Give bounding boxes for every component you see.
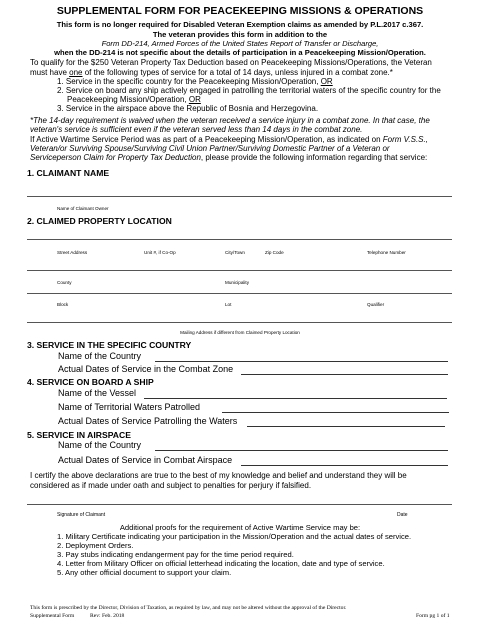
section-service-airspace: 5. SERVICE IN AIRSPACE bbox=[27, 430, 131, 440]
label-phone: Telephone Number bbox=[367, 250, 406, 255]
country-dates-label: Actual Dates of Service in the Combat Zone bbox=[58, 364, 234, 374]
proofs-heading: Additional proofs for the requirement of Active Wartime Service may be: bbox=[119, 523, 361, 532]
notice-line-2: The veteran provides this form in addition to the bbox=[152, 30, 328, 39]
notice-line-1: This form is no longer required for Disabled Veteran Exemption claims as amended by P.L.2017 c.367. bbox=[56, 20, 424, 29]
air-dates-label: Actual Dates of Service in Combat Airspace bbox=[58, 455, 233, 465]
footer-page-number: Form pg 1 of 1 bbox=[416, 613, 450, 619]
signature-field[interactable] bbox=[27, 504, 452, 505]
label-unit: Unit #, if Co-Op bbox=[144, 250, 176, 255]
country-dates-field[interactable] bbox=[241, 374, 448, 375]
proof-item-2: 2. Deployment Orders. bbox=[57, 541, 134, 550]
qualify-item-2: 2. Service on board any ship actively engaged in patrolling the territorial waters of the specific country for the bbox=[57, 86, 441, 95]
waters-name-label: Name of Territorial Waters Patrolled bbox=[58, 402, 201, 412]
proof-item-1: 1. Military Certificate indicating your participation in the Mission/Operation and the actual dates of service. bbox=[57, 532, 412, 541]
waters-name-field[interactable] bbox=[222, 412, 449, 413]
certify-line-2: considered as if made under oath and subject to penalties for perjury if falsified. bbox=[30, 481, 312, 490]
vessel-name-field[interactable] bbox=[144, 398, 447, 399]
claimant-name-field[interactable] bbox=[27, 196, 452, 197]
qualify-line-1: To qualify for the $250 Veteran Property Tax Deduction based on Peacekeeping Missions/Operations, the Veteran bbox=[30, 58, 432, 67]
label-lot: Lot bbox=[225, 302, 232, 307]
qualify-item-2-cont: Peacekeeping Mission/Operation, OR bbox=[67, 95, 201, 104]
air-country-label: Name of the Country bbox=[58, 440, 142, 450]
label-city: City/Town bbox=[225, 250, 245, 255]
section-service-country: 3. SERVICE IN THE SPECIFIC COUNTRY bbox=[27, 340, 192, 350]
date-label: Date bbox=[397, 512, 408, 518]
label-municipality: Municipality bbox=[225, 280, 249, 285]
section-claimant-name: 1. CLAIMANT NAME bbox=[27, 168, 110, 178]
proof-item-3: 3. Pay stubs indicating endangerment pay for the time period required. bbox=[57, 550, 294, 559]
signature-label: Signature of Claimant bbox=[57, 512, 106, 518]
waiver-line-1: *The 14-day requirement is waived when the veteran received a service injury in a combat zone. In that case, the bbox=[30, 116, 430, 125]
qualify-line-2: must have one of the following types of service for a total of 14 days, unless injured in a combat zone.* bbox=[30, 68, 393, 77]
label-mailing: Mailing Address if different from Claimed Property Location bbox=[180, 330, 300, 335]
property-row-1-field[interactable] bbox=[27, 239, 452, 240]
form-title: SUPPLEMENTAL FORM FOR PEACEKEEPING MISSIONS & OPERATIONS bbox=[56, 5, 424, 17]
footer-notice: This form is prescribed by the Director, Division of Taxation, as required by law, and may not be altered without the approval of the Director. bbox=[30, 605, 347, 611]
waters-dates-field[interactable] bbox=[247, 426, 445, 427]
label-street: Street Address bbox=[57, 250, 88, 255]
proof-item-4: 4. Letter from Military Officer on official letterhead indicating the location, date and type of service. bbox=[57, 559, 385, 568]
certify-line-1: I certify the above declarations are true to the best of my knowledge and belief and understand they will be bbox=[30, 471, 407, 480]
waiver-line-3: If Active Wartime Service Period was as part of a Peacekeeping Mission/Operation, as indicated on Form V.S.S., bbox=[30, 135, 428, 144]
vessel-name-label: Name of the Vessel bbox=[58, 388, 137, 398]
qualify-item-1: 1. Service in the specific country for the Peacekeeping Mission/Operation, OR bbox=[57, 77, 333, 86]
waiver-line-5: Serviceperson Claim for Property Tax Deduction, please provide the following information regarding that service: bbox=[30, 153, 428, 162]
property-row-2-field[interactable] bbox=[27, 270, 452, 271]
label-zip: Zip Code bbox=[265, 250, 284, 255]
footer-form-name: Supplemental Form bbox=[30, 613, 75, 619]
property-row-3-field[interactable] bbox=[27, 293, 452, 294]
mailing-address-field[interactable] bbox=[27, 322, 452, 323]
air-dates-field[interactable] bbox=[241, 465, 448, 466]
claimant-caption: Name of Claimant Owner bbox=[57, 206, 109, 211]
country-name-field[interactable] bbox=[155, 361, 448, 362]
notice-line-3: Form DD-214, Armed Forces of the United States Report of Transfer or Discharge, bbox=[101, 39, 379, 48]
label-county: County bbox=[57, 280, 72, 285]
proof-item-5: 5. Any other official document to support your claim. bbox=[57, 568, 232, 577]
label-block: Block bbox=[57, 302, 69, 307]
notice-line-4: when the DD-214 is not specific about the details of participation in a Peacekeeping Mission/Operation. bbox=[54, 48, 426, 57]
qualify-item-3: 3. Service in the airspace above the Republic of Bosnia and Herzegovina. bbox=[57, 104, 319, 113]
section-service-ship: 4. SERVICE ON BOARD A SHIP bbox=[27, 377, 154, 387]
waiver-line-2: veteran's service is sufficient even if the veteran served less than 14 days in the combat zone. bbox=[30, 125, 363, 134]
section-claimed-property: 2. CLAIMED PROPERTY LOCATION bbox=[27, 216, 172, 226]
country-name-label: Name of the Country bbox=[58, 351, 142, 361]
waiver-line-4: Veteran/or Surviving Spouse/Surviving Civil Union Partner/Surviving Domestic Partner of a Veteran or bbox=[30, 144, 390, 153]
footer-revision: Rev: Feb. 2018 bbox=[90, 613, 125, 619]
label-qualifier: Qualifier bbox=[367, 302, 385, 307]
air-country-field[interactable] bbox=[155, 450, 448, 451]
waters-dates-label: Actual Dates of Service Patrolling the Waters bbox=[58, 416, 238, 426]
